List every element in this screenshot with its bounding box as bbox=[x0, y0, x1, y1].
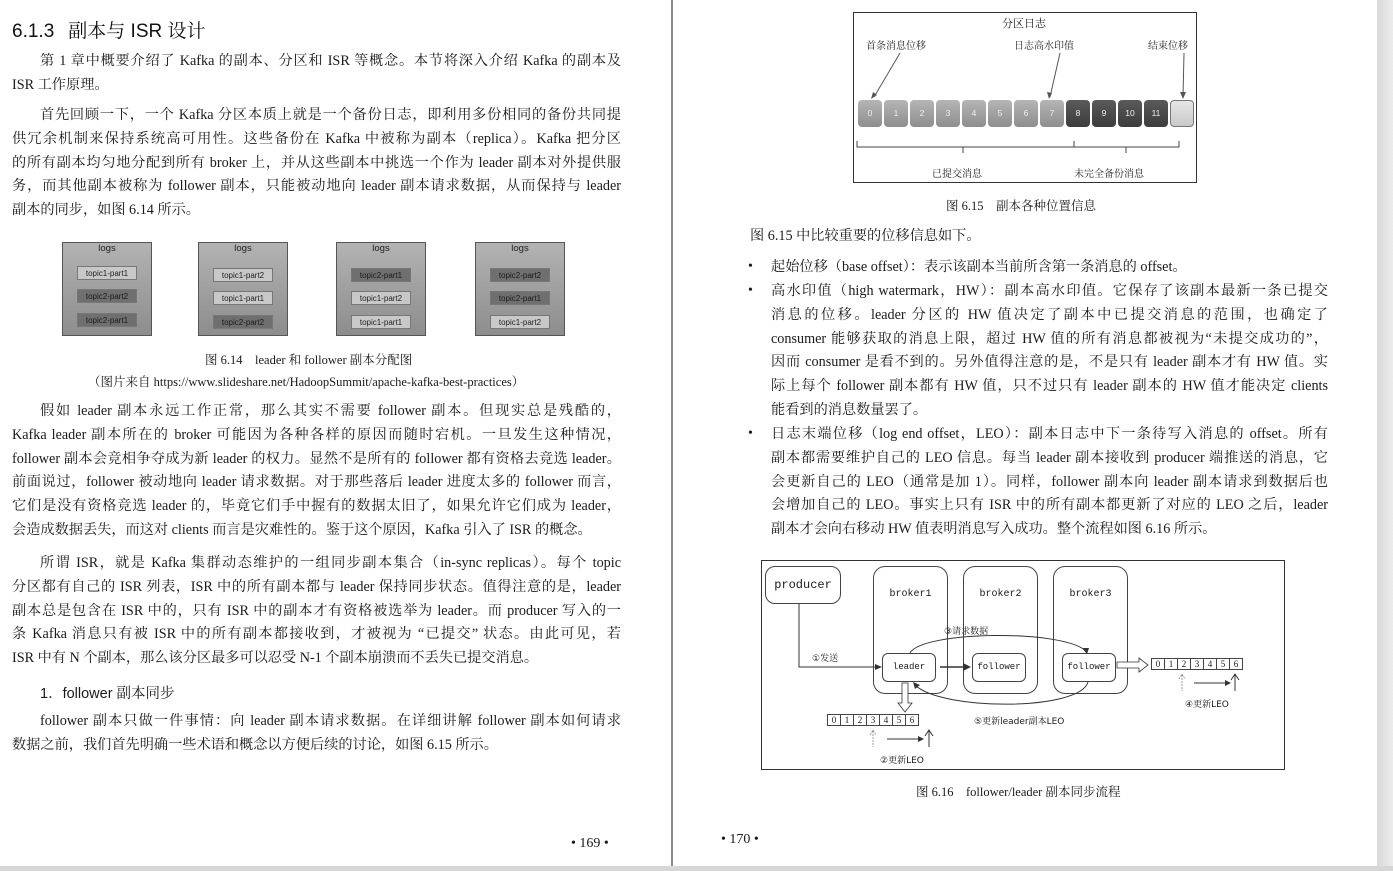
leader-log-strip bbox=[828, 714, 919, 726]
bullet-icon: • bbox=[748, 259, 753, 274]
text-line: 图 6.15 中比较重要的位移信息如下。 bbox=[750, 228, 981, 244]
leader-replica-box: leader bbox=[882, 653, 936, 682]
page-divider bbox=[671, 0, 673, 866]
text-line: 所谓 ISR，就是 Kafka 集群动态维护的一组同步副本集合（in-sync replicas）。每个 topic bbox=[40, 555, 621, 571]
log-cell-uncommitted: 11 bbox=[1144, 100, 1168, 127]
viewer-scrollbar-gutter[interactable] bbox=[1377, 0, 1393, 871]
text-line: 的所有副本均匀地分配到所有 broker 上，并从这些副本中挑选一个作为 leader 副本对外提供服 bbox=[12, 154, 621, 171]
text-line: 因而 consumer 是看不到的。另外值得注意的是，不是只有 leader 副本才有 HW 值。实 bbox=[771, 354, 1328, 371]
log-cell: 2 bbox=[853, 714, 867, 726]
text-line: 高水印值（high watermark，HW）：副本高水印值。它保存了该副本最新一条已提交 bbox=[771, 283, 1328, 299]
paragraph-3 bbox=[12, 400, 621, 543]
step4-update-leo-label: ④更新LEO bbox=[1185, 700, 1229, 710]
text-line: 条 Kafka 消息只有被 ISR 中的所有副本都接收到，才被视为 “已提交” 状态。由此可见，若 bbox=[12, 626, 621, 643]
first-offset-label: 首条消息位移 bbox=[866, 41, 926, 52]
log-cell: 0 bbox=[1151, 658, 1165, 670]
log-cell: 3 bbox=[936, 100, 960, 127]
partition-block: topic2-part1 bbox=[490, 291, 550, 305]
section-title bbox=[12, 16, 206, 43]
subsection-title: 1．follower 副本同步 bbox=[40, 686, 175, 702]
log-cell: 3 bbox=[866, 714, 880, 726]
text-line: 会增加自己的 LEO。事实上只有 ISR 中的所有副本都更新了对应的 LEO 之后，leader bbox=[771, 497, 1328, 514]
page-number-right: • 170 • bbox=[721, 832, 759, 847]
text-line: 供冗余机制来保持系统高可用性。这些备份在 Kafka 中被称为副本（replica）。Kafka 把分区 bbox=[12, 130, 621, 147]
figure-6-15 bbox=[853, 12, 1197, 183]
intro-line bbox=[750, 225, 1330, 249]
log-cell: 4 bbox=[962, 100, 986, 127]
log-cell: 5 bbox=[1216, 658, 1230, 670]
figure-6-14-source: （图片来自 https://www.slideshare.net/HadoopSummit/apache-kafka-best-practices） bbox=[88, 375, 525, 389]
page-number-left: • 169 • bbox=[571, 836, 609, 851]
log-cell: 5 bbox=[892, 714, 906, 726]
partition-block: topic2-part2 bbox=[213, 315, 273, 329]
log-cell-uncommitted: 10 bbox=[1118, 100, 1142, 127]
partition-block: topic1-part1 bbox=[213, 291, 273, 305]
text-line: 副本的同步，如图 6.14 所示。 bbox=[12, 202, 200, 219]
paragraph-2 bbox=[12, 104, 621, 223]
broker3-label: broker3 bbox=[1069, 589, 1112, 600]
log-cell: 3 bbox=[1190, 658, 1204, 670]
log-box-2 bbox=[198, 242, 288, 336]
text-line: follower 副本会竞相争夺成为新 leader 的权力。显然不是所有的 follower 都有资格去竞选 leader。 bbox=[12, 450, 621, 467]
log-box-4 bbox=[475, 242, 565, 336]
log-cell: 1 bbox=[884, 100, 908, 127]
log-cell: 2 bbox=[910, 100, 934, 127]
committed-messages-label: 已提交消息 bbox=[932, 169, 982, 180]
step2-update-leo-label: ②更新LEO bbox=[880, 756, 924, 766]
partition-block: topic1-part1 bbox=[77, 266, 137, 280]
figure-6-16-caption: 图 6.16 follower/leader 副本同步流程 bbox=[916, 785, 1121, 799]
section-heading: 副本与 ISR 设计 bbox=[68, 21, 206, 42]
text-line: 分区都有自己的 ISR 列表，ISR 中的所有副本都与 leader 保持同步状态。值得注意的是，leader bbox=[12, 578, 621, 595]
text-line: 第 1 章中概要介绍了 Kafka 的副本、分区和 ISR 等概念。本节将深入介绍 Kafka 的副本及 bbox=[40, 53, 621, 69]
text-line: 副本总是包含在 ISR 中的，只有 ISR 中的副本才有资格被选举为 leader。而 producer 写入的一 bbox=[12, 602, 621, 619]
paragraph-4 bbox=[12, 552, 621, 671]
bullet-high-watermark bbox=[771, 280, 1328, 423]
text-line: ISR 工作原理。 bbox=[12, 76, 109, 93]
text-line: follower 副本只做一件事情：向 leader 副本请求数据。在详细讲解 follower 副本如何请求 bbox=[40, 713, 621, 729]
pointer-arrows bbox=[854, 13, 1198, 184]
text-line: 前面说过，follower 被动地向 leader 请求数据。对于那些落后 leader 进度太多的 follower 而言， bbox=[12, 474, 621, 491]
broker2-label: broker2 bbox=[979, 589, 1022, 600]
log-cell: 6 bbox=[905, 714, 919, 726]
bullet-log-end-offset bbox=[771, 423, 1328, 542]
log-cell: 0 bbox=[827, 714, 841, 726]
text-line: 假如 leader 副本永远工作正常，那么其实不需要 follower 副本。但现实总是残酷的， bbox=[40, 403, 621, 419]
bullet-icon: • bbox=[748, 426, 753, 441]
hw-label: 日志高水印值 bbox=[1014, 41, 1074, 52]
text-line: 起始位移（base offset）：表示该副本当前所含第一条消息的 offset。 bbox=[771, 259, 1187, 275]
figure-6-14-caption: 图 6.14 leader 和 follower 副本分配图 bbox=[205, 353, 413, 367]
log-cell: 2 bbox=[1177, 658, 1191, 670]
log-cell: 4 bbox=[879, 714, 893, 726]
partition-block: topic2-part2 bbox=[77, 289, 137, 303]
text-line: consumer 能够获取的消息上限，超过 HW 值的所有消息都被视为“未提交成功的”， bbox=[771, 330, 1328, 347]
text-line: 消息的位移。leader 分区的 HW 值决定了副本中已提交消息的范围，也确定了 bbox=[771, 306, 1328, 323]
figure-6-15-caption: 图 6.15 副本各种位置信息 bbox=[946, 199, 1097, 213]
paragraph-5 bbox=[12, 710, 621, 758]
step3-fetch-label: ③请求数据 bbox=[944, 627, 989, 637]
log-box-3 bbox=[336, 242, 426, 336]
log-cell-next-empty bbox=[1170, 100, 1194, 127]
log-cell: 6 bbox=[1229, 658, 1243, 670]
figure-6-16 bbox=[761, 560, 1285, 770]
partition-block: topic1-part1 bbox=[351, 315, 411, 329]
text-line: Kafka leader 副本所在的 broker 可能因为各种各样的原因而随时宕机。一旦发生这种情况， bbox=[12, 426, 621, 443]
partition-block: topic1-part2 bbox=[213, 268, 273, 282]
text-line: 首先回顾一下，一个 Kafka 分区本质上就是一个备份日志，即利用多份相同的备份共同提 bbox=[40, 107, 621, 123]
text-line: 能看到的消息数量罢了。 bbox=[771, 401, 928, 418]
unreplicated-messages-label: 未完全备份消息 bbox=[1074, 169, 1144, 180]
text-line: 副本都需要维护自己的 LEO 信息。每当 leader 副本接收到 producer 端推送的消息，它 bbox=[771, 449, 1328, 466]
log-cell: 6 bbox=[1014, 100, 1038, 127]
partition-block: topic1-part2 bbox=[490, 315, 550, 329]
step5-update-leader-leo-label: ⑤更新leader副本LEO bbox=[974, 717, 1065, 727]
text-line: 数据之前，我们首先明确一些术语和概念以方便后续的讨论，如图 6.15 所示。 bbox=[12, 736, 498, 753]
section-number: 6.1.3 bbox=[12, 21, 55, 42]
bullet-icon: • bbox=[748, 283, 753, 298]
log-cell: 1 bbox=[1164, 658, 1178, 670]
bullet-base-offset bbox=[771, 256, 1328, 280]
partition-block: topic2-part2 bbox=[490, 268, 550, 282]
logs-label: logs bbox=[372, 243, 390, 254]
viewer-bottom-edge bbox=[0, 866, 1393, 871]
log-cell: 5 bbox=[988, 100, 1012, 127]
log-box-1 bbox=[62, 242, 152, 336]
text-line: 际上每个 follower 副本都有 HW 值，只不过只有 leader 副本的 HW 值才能决定 clients bbox=[771, 378, 1328, 395]
paragraph-1 bbox=[12, 50, 621, 98]
follower-replica-box-broker2: follower bbox=[972, 653, 1026, 682]
log-cell-uncommitted: 8 bbox=[1066, 100, 1090, 127]
log-cell: 1 bbox=[840, 714, 854, 726]
partition-log-title: 分区日志 bbox=[1002, 17, 1046, 30]
partition-block: topic2-part1 bbox=[351, 268, 411, 282]
text-line: ISR 中有 N 个副本，那么该分区最多可以忍受 N-1 个副本崩溃而不丢失已提交消息。 bbox=[12, 650, 539, 667]
text-line: 日志末端位移（log end offset，LEO）：副本日志中下一条待写入消息的 offset。所有 bbox=[771, 426, 1328, 442]
step1-send-label: ①发送 bbox=[812, 654, 839, 664]
logs-label: logs bbox=[511, 243, 529, 254]
follower-log-strip bbox=[1152, 658, 1243, 670]
text-line: 会更新自己的 LEO（通常是加 1）。同样，follower 副本向 leader 副本请求到数据后也 bbox=[771, 473, 1328, 490]
log-cell: 4 bbox=[1203, 658, 1217, 670]
partition-block: topic2-part1 bbox=[77, 313, 137, 327]
logs-label: logs bbox=[234, 243, 252, 254]
log-cell: 0 bbox=[858, 100, 882, 127]
log-cell: 7 bbox=[1040, 100, 1064, 127]
broker1-label: broker1 bbox=[889, 589, 932, 600]
text-line: 它们是没有资格竞选 leader 的，毕竟它们手中握有的数据太旧了，如果允许它们成为 leader， bbox=[12, 498, 621, 515]
text-line: 务，而其他副本被称为 follower 副本，只能被动地向 leader 副本请求数据，从而保持与 leader bbox=[12, 178, 621, 195]
log-cell-uncommitted: 9 bbox=[1092, 100, 1116, 127]
text-line: 会造成数据丢失，而这对 clients 而言是灾难性的。鉴于这个原因，Kafka 引入了 ISR 的概念。 bbox=[12, 521, 592, 538]
end-offset-label: 结束位移 bbox=[1148, 41, 1188, 52]
partition-block: topic1-part2 bbox=[351, 291, 411, 305]
producer-box: producer bbox=[765, 566, 841, 604]
logs-label: logs bbox=[98, 243, 116, 254]
text-line: 副本才会向右移动 HW 值表明消息写入成功。整个流程如图 6.16 所示。 bbox=[771, 521, 1217, 538]
follower-replica-box-broker3: follower bbox=[1062, 653, 1116, 682]
